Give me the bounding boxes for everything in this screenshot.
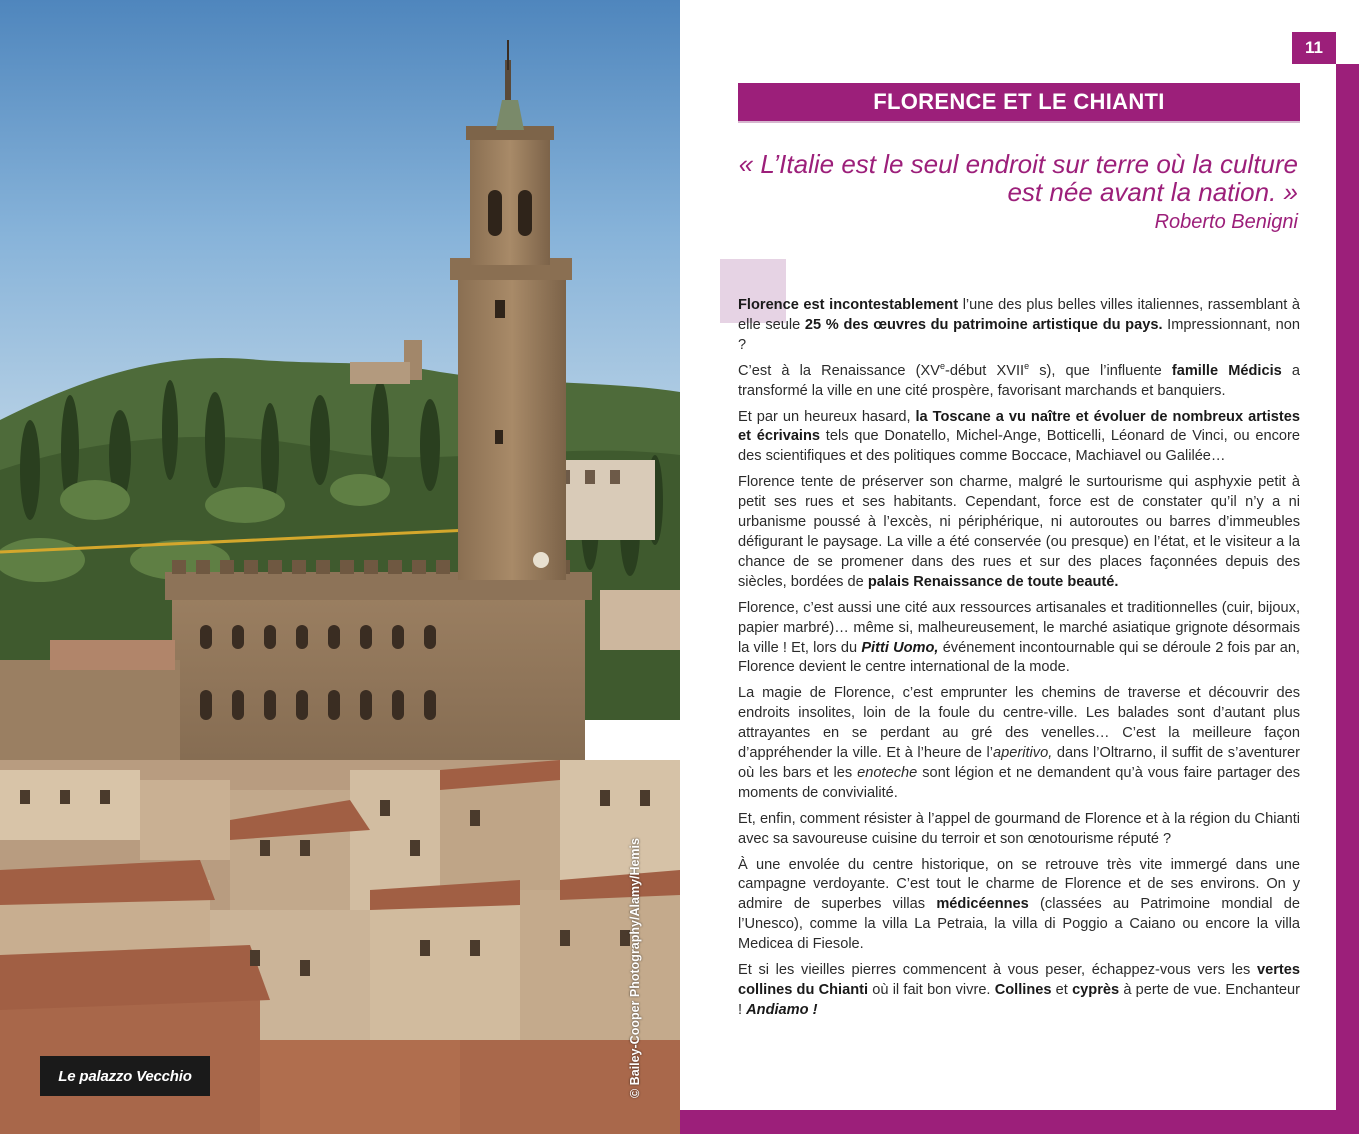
text-run: À une envolée du centre historique, on se retrouve très vite immergé dans une campagne verdoyante. C’est tout le charme de Florence et de ses environs. On y admire de superbes villas: [738, 856, 1300, 913]
text-run: Florence, c’est aussi une cité aux ressources artisanales et traditionnelles (cuir, bijoux, papier marbré)… même si, malheureusement, le marché asiatique grignote désormais la ville ! Et, lors du: [738, 599, 1300, 656]
side-accent-bar: [1336, 64, 1359, 1134]
bold-italic-phrase: Andiamo !: [746, 1001, 818, 1018]
bold-phrase: vertes collines du Chianti: [738, 962, 1300, 998]
text-run: (classées au Patrimoine mondial de l’Unesco), comme la villa La Petraia, la villa di Poggio a Caiano ou encore la villa Medicea di Fiesole.: [738, 896, 1300, 953]
bold-phrase: la Toscane a vu naître et évoluer de nombreux artistes et écrivains: [738, 408, 1300, 445]
bold-phrase: 25 % des œuvres du patrimoine artistique du pays.: [804, 316, 1163, 333]
text-run: à perte de vue. Enchanteur !: [738, 982, 1301, 1018]
text-run: s), que l’influente: [1029, 362, 1172, 379]
text-page: [680, 0, 1359, 1134]
text-run: événement incontournable qui se déroule 2 fois par an, Florence devient le centre international de la mode.: [738, 639, 1300, 676]
text-run: -début XVII: [944, 362, 1025, 379]
page-number: 11: [1292, 32, 1336, 64]
chapter-title: FLORENCE ET LE CHIANTI: [738, 83, 1300, 121]
paragraph-1: [738, 296, 1300, 356]
photo-caption: Le palazzo Vecchio: [40, 1056, 210, 1096]
bold-phrase: Collines: [994, 982, 1052, 998]
text-run: Impressionnant, non ?: [738, 316, 1300, 353]
epigraph-quote: [738, 150, 1298, 206]
paragraph-9: [738, 961, 1300, 1021]
body-text: [738, 296, 1300, 1027]
quote-author: Roberto Benigni: [1154, 211, 1298, 233]
text-run: Florence tente de préserver son charme, malgré le surtourisme qui asphyxie petit à petit ses rues et ses habitants. Cependant, force est de constater qu’il n’y a ni urbanisme poussé à l’excès, ni périphérique, ni autoroutes ou barres d’immeubles défigurant le paysage. La ville a été conservée (ou presque) en l’état, et le visiteur a la chance de se promener dans des rues et sur des places façonnées depuis des siècles, bordées de: [738, 474, 1300, 590]
text-run: La magie de Florence, c’est emprunter les chemins de traverse et découvrir des endroits insolites, loin de la foule du centre-ville. Les balades sont d’autant plus attrayantes en se perdant au gré des venelles… C’est la meilleure façon d’appréhender la ville. Et à l’heure de l’: [738, 685, 1300, 762]
text-run: sont légion et ne demandent qu’à vous faire partager des moments de convivialité.: [738, 764, 1300, 801]
quote-line-2: est née avant la nation. »: [1007, 177, 1298, 207]
paragraph-3: [738, 408, 1300, 468]
italic-phrase: enoteche: [857, 764, 918, 781]
bold-phrase: médicéennes: [936, 896, 1029, 913]
text-run: a transformé la ville en une cité prospère, favorisant marchands et banquiers.: [738, 362, 1300, 399]
bold-italic-phrase: Pitti Uomo,: [861, 639, 939, 656]
text-run: C’est à la Renaissance (XV: [738, 362, 940, 379]
bold-phrase: palais Renaissance de toute beauté.: [867, 573, 1119, 590]
paragraph-7: [738, 810, 1300, 850]
bold-phrase: Florence est incontestablement: [738, 297, 959, 313]
bottom-accent-bar: [680, 1110, 1359, 1134]
bold-phrase: cyprès: [1072, 982, 1120, 998]
italic-phrase: aperitivo,: [993, 745, 1053, 762]
superscript: e: [1024, 360, 1030, 371]
text-run: Et par un heureux hasard,: [738, 408, 916, 425]
paragraph-4: [738, 473, 1300, 592]
paragraph-5: [738, 599, 1300, 679]
superscript: e: [939, 360, 945, 371]
paragraph-2: [738, 362, 1300, 402]
photo-credit: © Bailey-Cooper Photography/Alamy/Hemis: [628, 838, 642, 1098]
text-run: Et si les vieilles pierres commencent à vous peser, échappez-vous vers les: [738, 962, 1257, 979]
text-run: Et, enfin, comment résister à l’appel de gourmand de Florence et à la région du Chianti avec sa savoureuse cuisine du terroir et son œnotourisme réputé ?: [738, 810, 1300, 847]
text-run: tels que Donatello, Michel-Ange, Botticelli, Léonard de Vinci, ou encore des scientifiques et des politiques comme Boccace, Machiavel ou Galilée…: [738, 428, 1301, 465]
text-run: l’une des plus belles villes italiennes, rassemblant à elle seule: [738, 297, 1300, 333]
text-run: dans l’Oltrarno, il suffit de s’aventurer où les bars et les: [738, 745, 1300, 781]
paragraph-8: [738, 856, 1300, 956]
quote-line-1: « L’Italie est le seul endroit sur terre où la culture: [738, 149, 1298, 179]
text-run: et: [1051, 982, 1073, 998]
bold-phrase: famille Médicis: [1171, 362, 1282, 379]
text-run: où il fait bon vivre.: [868, 982, 995, 998]
paragraph-6: [738, 684, 1300, 803]
